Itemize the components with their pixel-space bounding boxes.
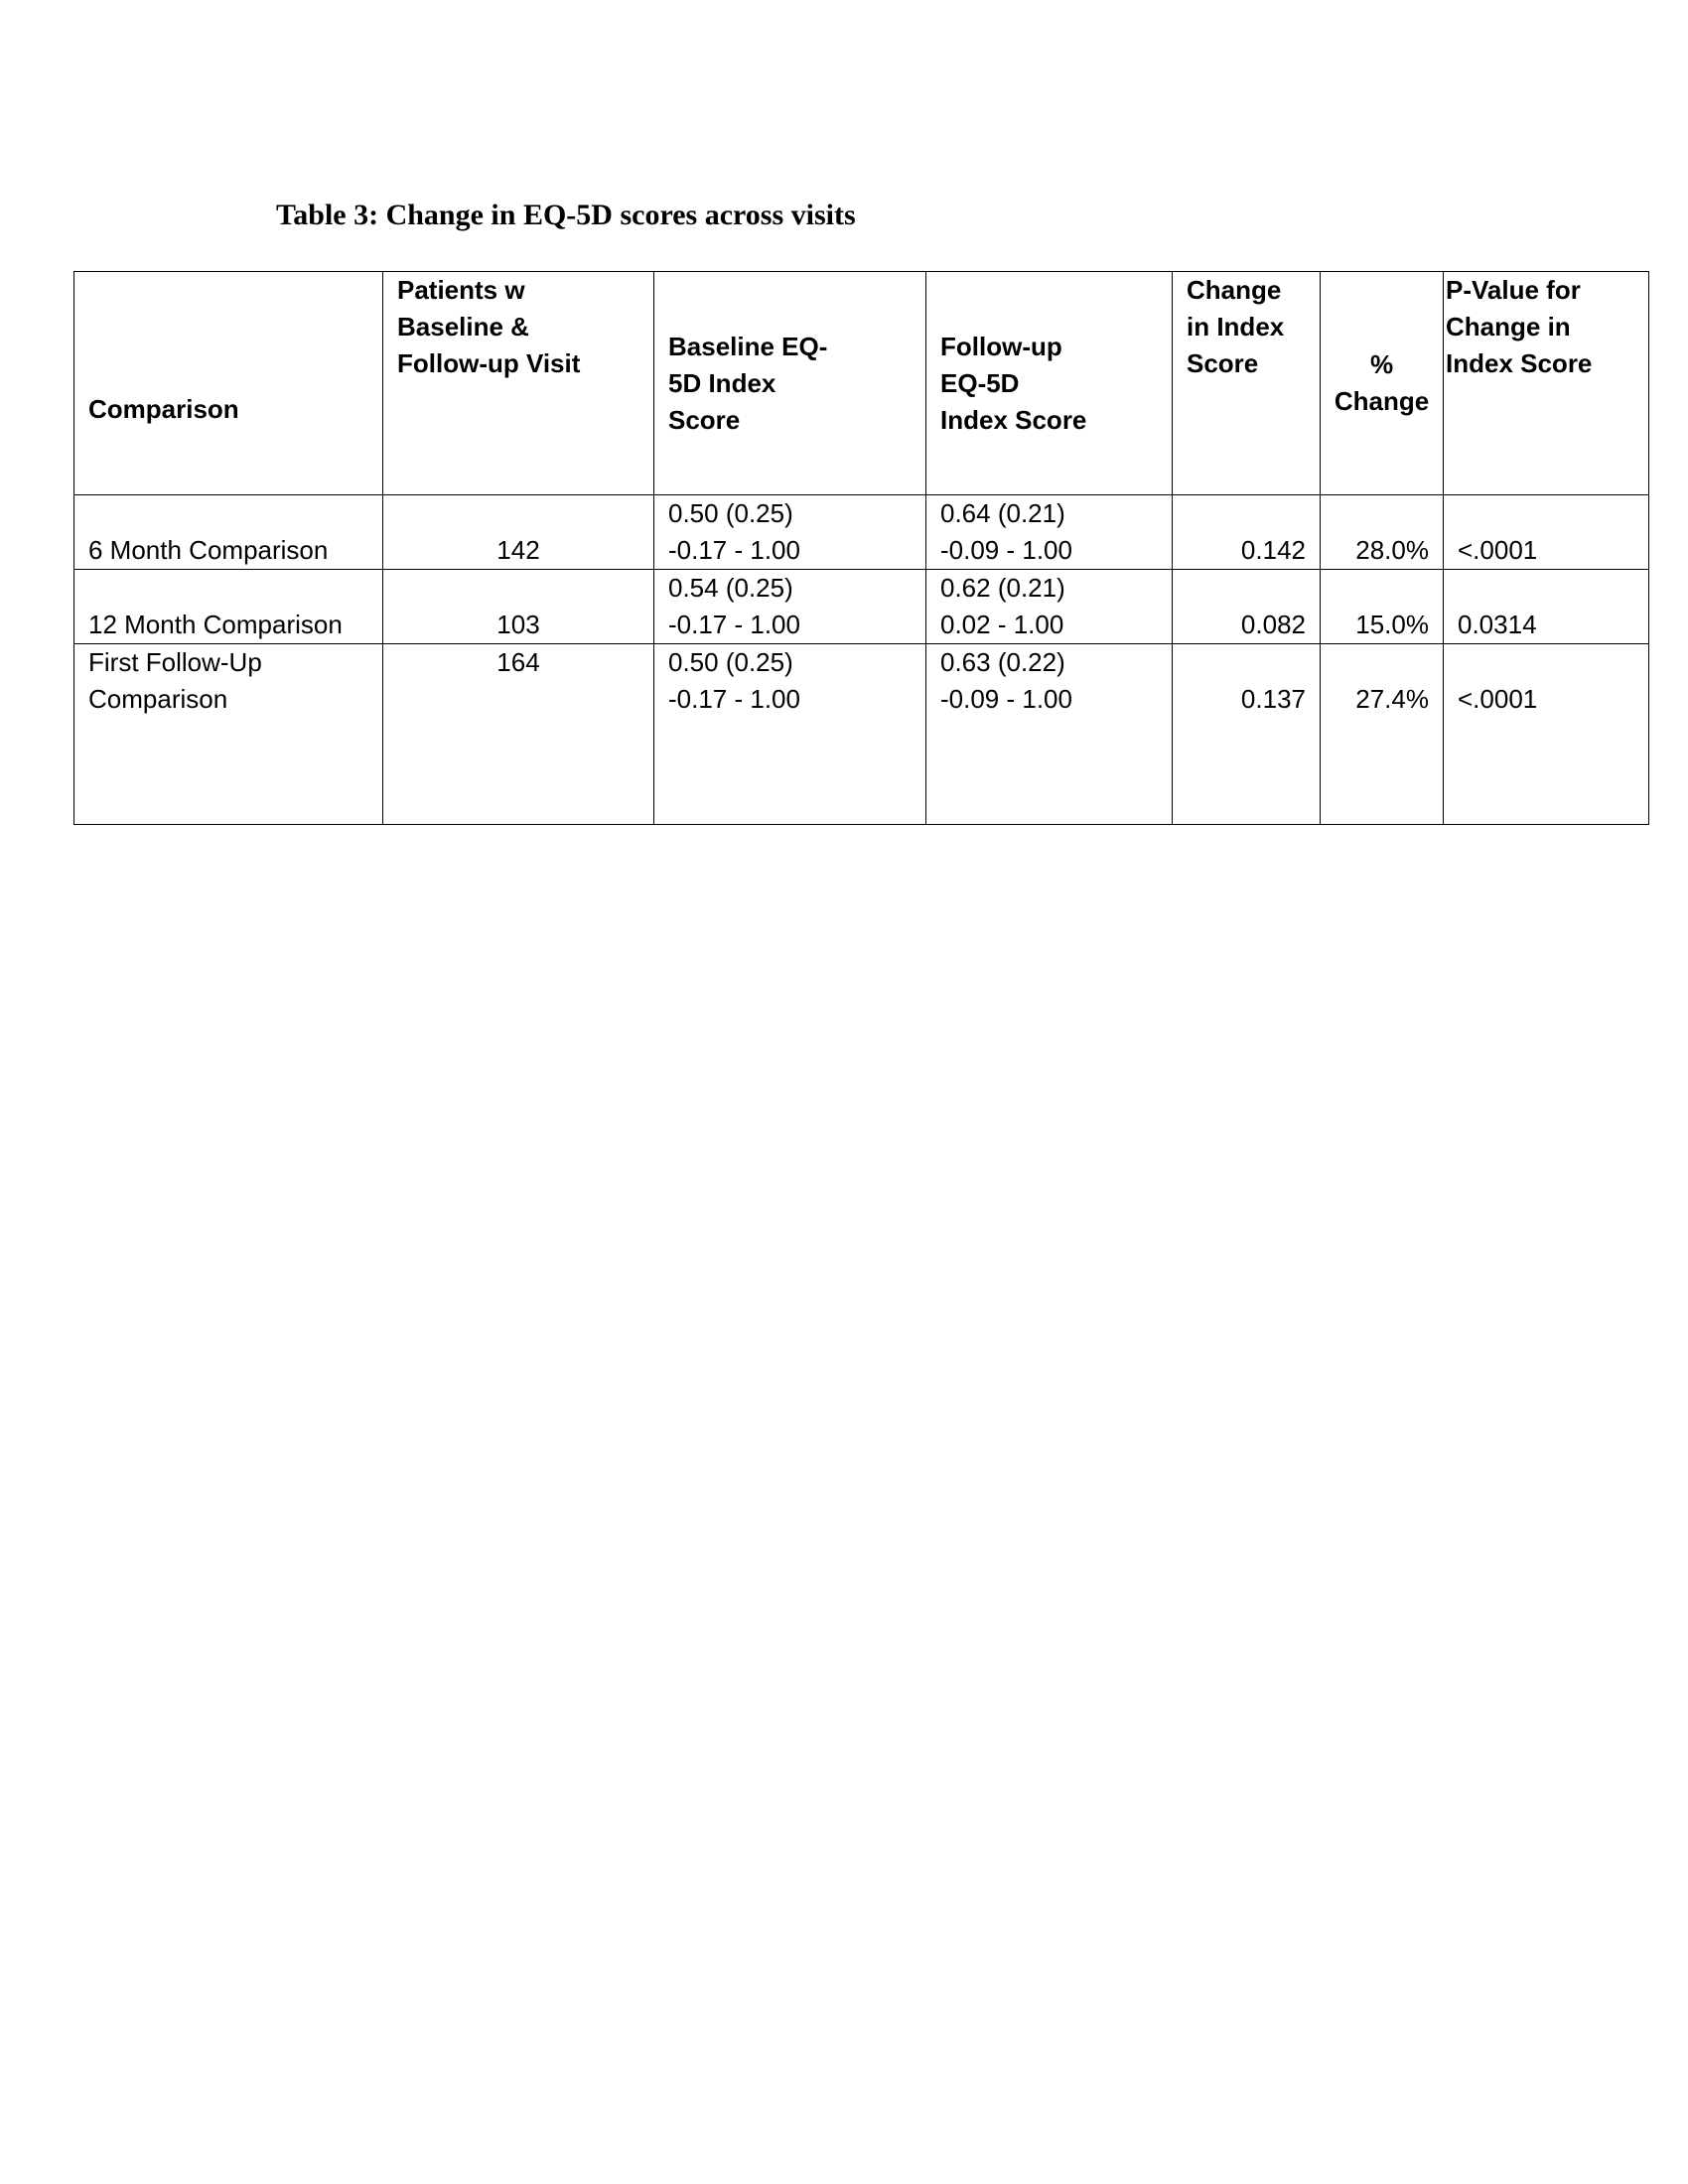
header-change-in-index: Change in Index Score xyxy=(1173,272,1321,495)
header-followup-score: Follow-up EQ-5D Index Score xyxy=(926,272,1173,495)
cell-patients: 142 xyxy=(383,495,654,570)
table-row xyxy=(74,570,1649,644)
cell-percent-change: 15.0% xyxy=(1321,570,1444,644)
cell-baseline-score: 0.50 (0.25) -0.17 - 1.00 xyxy=(654,495,926,570)
cell-followup-score: 0.64 (0.21) -0.09 - 1.00 xyxy=(926,495,1173,570)
cell-change: 0.142 xyxy=(1173,495,1321,570)
cell-change: 0.137 xyxy=(1173,644,1321,825)
header-p-value: P-Value for Change in Index Score xyxy=(1444,272,1649,495)
cell-comparison: 6 Month Comparison xyxy=(74,495,383,570)
cell-percent-change: 27.4% xyxy=(1321,644,1444,825)
header-row xyxy=(74,272,1649,495)
cell-patients: 164 xyxy=(383,644,654,825)
header-patients: Patients w Baseline & Follow-up Visit xyxy=(383,272,654,495)
cell-baseline-score: 0.54 (0.25) -0.17 - 1.00 xyxy=(654,570,926,644)
table-row xyxy=(74,644,1649,825)
table-title: Table 3: Change in EQ-5D scores across visits xyxy=(276,199,856,231)
cell-baseline-score: 0.50 (0.25) -0.17 - 1.00 xyxy=(654,644,926,825)
header-percent-change: % Change xyxy=(1321,272,1444,495)
cell-p-value: 0.0314 xyxy=(1444,570,1649,644)
cell-patients: 103 xyxy=(383,570,654,644)
cell-comparison: First Follow-Up Comparison xyxy=(74,644,383,825)
cell-followup-score: 0.63 (0.22) -0.09 - 1.00 xyxy=(926,644,1173,825)
cell-comparison: 12 Month Comparison xyxy=(74,570,383,644)
header-baseline-score: Baseline EQ- 5D Index Score xyxy=(654,272,926,495)
cell-followup-score: 0.62 (0.21) 0.02 - 1.00 xyxy=(926,570,1173,644)
cell-p-value: <.0001 xyxy=(1444,644,1649,825)
cell-p-value: <.0001 xyxy=(1444,495,1649,570)
table-row xyxy=(74,495,1649,570)
header-comparison: Comparison xyxy=(74,272,383,495)
cell-percent-change: 28.0% xyxy=(1321,495,1444,570)
eq5d-change-table xyxy=(73,271,1649,825)
cell-change: 0.082 xyxy=(1173,570,1321,644)
